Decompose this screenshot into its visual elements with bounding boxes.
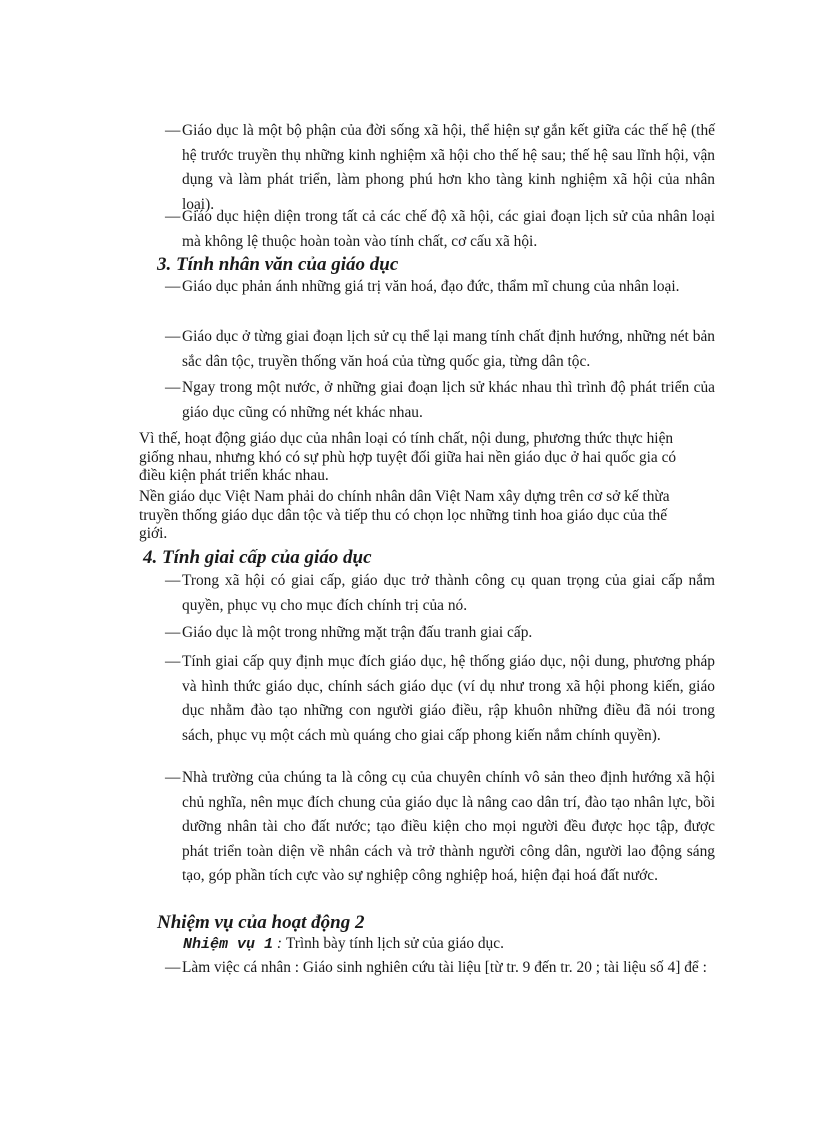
- bullet-item: [165, 621, 715, 646]
- bullet-text: Nhà trường của chúng ta là công cụ của chuyên chính vô sản theo định hướng xã hội chủ nghĩa, nên mục đích chung của giáo dục là nâng cao dân trí, đào tạo nhân lực, bồi dưỡng nhân tài cho đất nước; tạo điều kiện cho mọi người đều được học tập, được phát triển toàn diện về nhân cách và trở thành người công dân, người lao động sáng tạo, góp phần tích cực vào sự nghiệp công nghiệp hoá, hiện đại hoá đất nước.: [182, 769, 715, 884]
- bullet-item: [165, 650, 715, 748]
- dash-marker: —: [165, 122, 181, 139]
- bullet-item: [165, 205, 715, 254]
- dash-marker: —: [165, 624, 181, 641]
- bullet-item: [165, 119, 715, 217]
- bullet-item: [165, 956, 715, 981]
- dash-marker: —: [165, 379, 181, 396]
- dash-marker: —: [165, 208, 181, 225]
- dash-marker: —: [165, 653, 181, 670]
- dash-marker: —: [165, 572, 181, 589]
- task-separator: :: [273, 935, 286, 952]
- dash-marker: —: [165, 278, 181, 295]
- bullet-item: [165, 766, 715, 889]
- bullet-text: Làm việc cá nhân : Giáo sinh nghiên cứu tài liệu [từ tr. 9 đến tr. 20 ; tài liệu số 4] để :: [182, 959, 707, 976]
- bullet-text: Tính giai cấp quy định mục đích giáo dục, hệ thống giáo dục, nội dung, phương pháp và hình thức giáo dục, chính sách giáo dục (ví dụ như trong xã hội phong kiến, giáo dục nhằm đào tạo những con người giáo điều, rập khuôn những điều đã nói trong sách, phục vụ một cách mù quáng cho giai cấp phong kiến nắm chính quyền).: [182, 653, 715, 744]
- bullet-item: [165, 376, 715, 425]
- bullet-item: [165, 569, 715, 618]
- bullet-text: Trong xã hội có giai cấp, giáo dục trở thành công cụ quan trọng của giai cấp nắm quyền, phục vụ cho mục đích chính trị của nó.: [182, 572, 715, 614]
- bullet-text: Giáo dục hiện diện trong tất cả các chế độ xã hội, các giai đoạn lịch sử của nhân loại mà không lệ thuộc hoàn toàn vào tính chất, cơ cấu xã hội.: [182, 208, 715, 250]
- body-paragraph: Nền giáo dục Việt Nam phải do chính nhân dân Việt Nam xây dựng trên cơ sở kế thừa truyền thống giáo dục dân tộc và tiếp thu có chọn lọc những tinh hoa giáo dục của thế giới.: [139, 488, 670, 542]
- section-heading: 4. Tính giai cấp của giáo dục: [143, 547, 372, 568]
- task-1-label: Nhiệm vụ 1: [183, 936, 274, 953]
- body-paragraph: Vì thế, hoạt động giáo dục của nhân loại có tính chất, nội dung, phương thức thực hiện giống nhau, nhưng khó có sự phù hợp tuyệt đối giữa hai nền giáo dục ở hai quốc gia có điều kiện phát triển khác nhau.: [139, 430, 677, 484]
- bullet-text: Giáo dục phản ánh những giá trị văn hoá, đạo đức, thẩm mĩ chung của nhân loại.: [182, 278, 680, 295]
- dash-marker: —: [165, 769, 181, 786]
- dash-marker: —: [165, 328, 181, 345]
- section-heading: 3. Tính nhân văn của giáo dục: [157, 254, 399, 275]
- task-1-text: Trình bày tính lịch sử của giáo dục.: [285, 935, 504, 952]
- bullet-text: Giáo dục là một trong những mặt trận đấu tranh giai cấp.: [182, 624, 533, 641]
- bullet-text: Giáo dục là một bộ phận của đời sống xã hội, thể hiện sự gắn kết giữa các thế hệ (thế hệ trước truyền thụ những kinh nghiệm xã hội cho thế hệ sau; thế hệ sau lĩnh hội, vận dụng và làm phát triển, làm phong phú hơn kho tàng kinh nghiệm xã hội của nhân loại).: [182, 122, 715, 213]
- bullet-text: Ngay trong một nước, ở những giai đoạn lịch sử khác nhau thì trình độ phát triển của giáo dục cũng có những nét khác nhau.: [182, 379, 715, 421]
- task-1-line: [183, 933, 703, 956]
- bullet-item: [165, 325, 715, 374]
- bullet-text: Giáo dục ở từng giai đoạn lịch sử cụ thể lại mang tính chất định hướng, những nét bản sắc dân tộc, truyền thống văn hoá của từng quốc gia, từng dân tộc.: [182, 328, 715, 370]
- bullet-item: [165, 275, 715, 300]
- tasks-heading: Nhiệm vụ của hoạt động 2: [157, 912, 365, 933]
- dash-marker: —: [165, 959, 181, 976]
